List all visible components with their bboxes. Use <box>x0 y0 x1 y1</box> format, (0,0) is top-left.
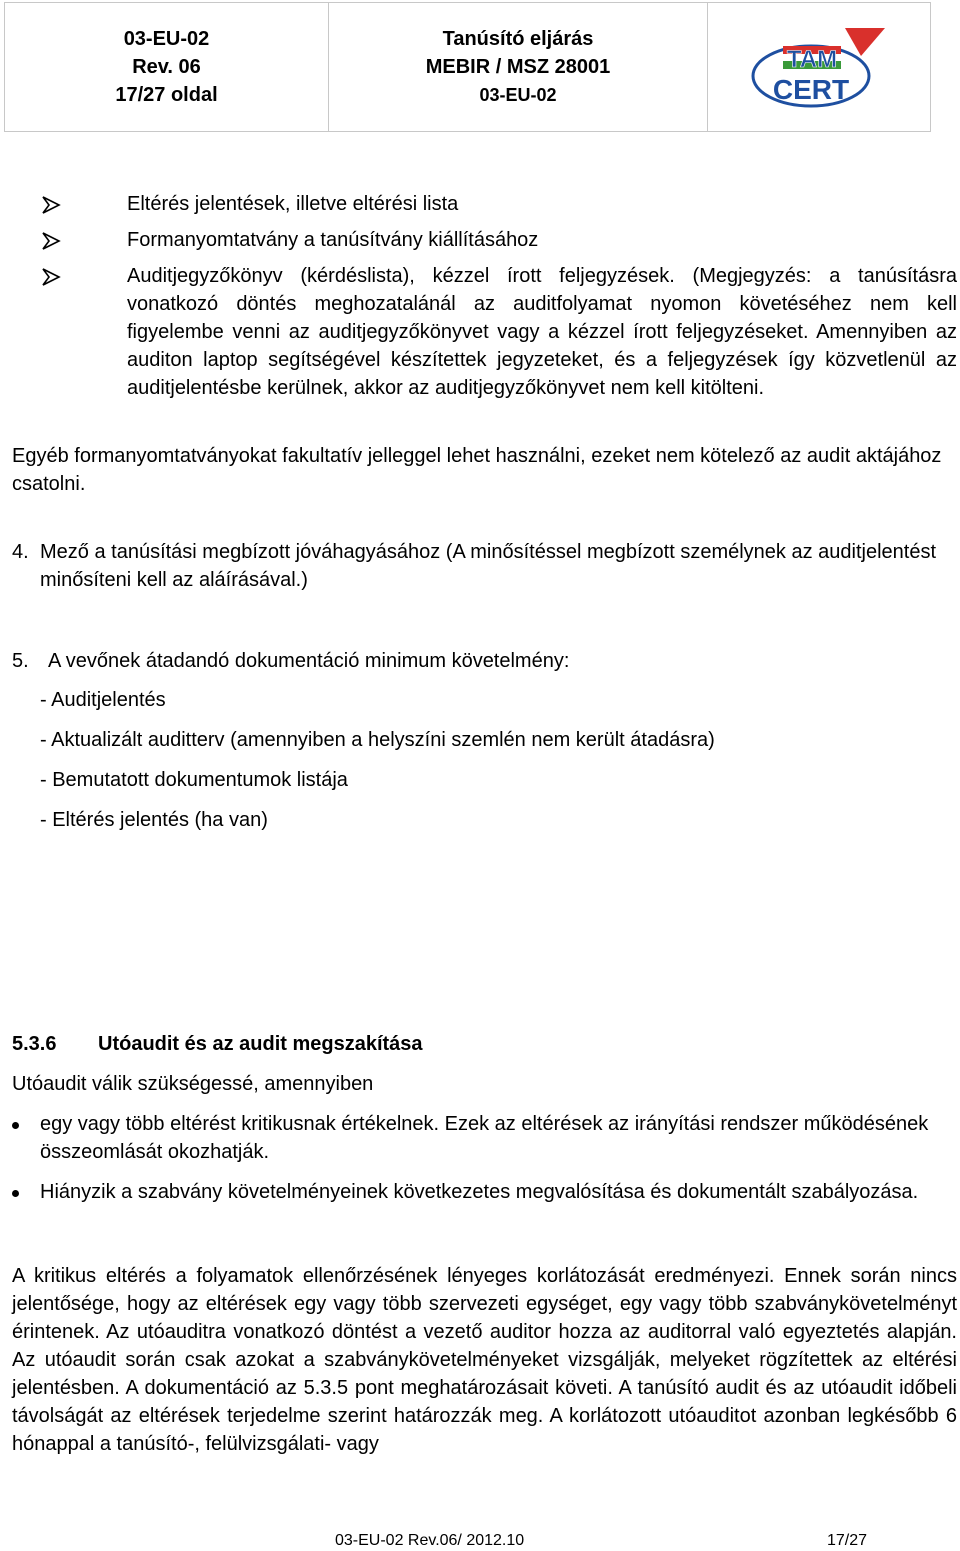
deliverable-list-item: - Aktualizált auditterv (amennyiben a helyszíni szemlén nem került átadásra) <box>40 729 715 751</box>
item-5-text: A vevőnek átadandó dokumentáció minimum követelmény: <box>48 650 570 672</box>
arrow-bullet-item: Formanyomtatvány a tanúsítvány kiállításához <box>127 229 539 251</box>
document-header <box>4 2 931 132</box>
section-number: 5.3.6 <box>12 1033 57 1055</box>
tamcert-logo <box>749 22 889 112</box>
section-intro: Utóaudit válik szükségessé, amennyiben <box>12 1073 374 1095</box>
logo-text-bottom: CERT <box>772 74 850 105</box>
bullet-dot-icon <box>12 1122 19 1129</box>
arrow-bullet-icon <box>40 266 62 288</box>
header-standard: MEBIR / MSZ 28001 <box>425 56 611 78</box>
section-body: A kritikus eltérés a folyamatok ellenőrzésének lényeges korlátozását eredményezi. Ennek során nincs jelentősége, hogy az eltérések egy vagy több szervezeti egységet, egy vagy több szabványkövetelményt érintenek. Az utóauditra vonatkozó döntést a vezető auditor hozza az auditorral való egyeztetés alapján. Az utóaudit során csak azokat a szabványkövetelményeket vizsgálják, melyeket rögzítettek az eltérési jelentésben. A dokumentáció az 5.3.5 pont meghatározásait követi. A tanúsító audit és az utóaudit időbeli távolságát az eltérések terjedelme szerint határozzák meg. A korlátozott utóauditot azonban legkésőbb 6 hónappal a tanúsító-, felülvizsgálati- vagy <box>12 1265 957 1455</box>
deliverable-list-item: - Eltérés jelentés (ha van) <box>40 809 268 831</box>
header-page: 17/27 oldal <box>115 84 218 106</box>
header-title-block <box>329 3 708 131</box>
item-4-number: 4. <box>12 541 29 563</box>
section-title: Utóaudit és az audit megszakítása <box>98 1033 423 1055</box>
header-doc-info <box>5 3 329 131</box>
arrow-bullet-icon <box>40 194 62 216</box>
footer-doc-ref: 03-EU-02 Rev.06/ 2012.10 <box>335 1532 525 1549</box>
logo-text-top: TAM <box>786 46 838 73</box>
arrow-bullet-item: Eltérés jelentések, illetve eltérési lista <box>127 193 459 215</box>
header-revision: Rev. 06 <box>132 56 201 78</box>
deliverable-list-item: - Bemutatott dokumentumok listája <box>40 769 348 791</box>
item-4-text: Mező a tanúsítási megbízott jóváhagyásához (A minősítéssel megbízott személynek az auditjelentést minősíteni kell az aláírásával.) <box>40 541 937 591</box>
header-logo-cell <box>708 3 930 131</box>
header-doc-code-2: 03-EU-02 <box>479 85 557 105</box>
deliverable-list-item: - Auditjelentés <box>40 689 166 711</box>
header-title: Tanúsító eljárás <box>442 28 594 50</box>
paragraph-other-forms: Egyéb formanyomtatványokat fakultatív jelleggel lehet használni, ezeket nem kötelező az audit aktájához csatolni. <box>12 445 942 495</box>
footer-page-number: 17/27 <box>827 1532 868 1549</box>
section-bullet-item: Hiányzik a szabvány követelményeinek következetes megvalósítása és dokumentált szabályozása. <box>40 1181 919 1203</box>
bullet-dot-icon <box>12 1190 19 1197</box>
item-5-number: 5. <box>12 650 29 672</box>
section-bullet-item: egy vagy több eltérést kritikusnak értékelnek. Ezek az eltérések az irányítási rendszer működésének összeomlását okozhatják. <box>40 1113 929 1163</box>
arrow-bullet-icon <box>40 230 62 252</box>
header-doc-code: 03-EU-02 <box>123 28 210 50</box>
arrow-bullet-item: Auditjegyzőkönyv (kérdéslista), kézzel írott feljegyzések. (Megjegyzés: a tanúsításra vonatkozó döntés meghozatalánál az auditfolyamat nyomon követéséhez nem kell figyelembe venni az auditjegyzőkönyvet vagy a kézzel írott feljegyzéseket. Amennyiben az auditon laptop segítségével készítettek jegyzeteket, és a feljegyzések így közvetlenül az auditjelentésbe kerülnek, akkor az auditjegyzőkönyvet nem kell kitölteni. <box>127 265 957 399</box>
